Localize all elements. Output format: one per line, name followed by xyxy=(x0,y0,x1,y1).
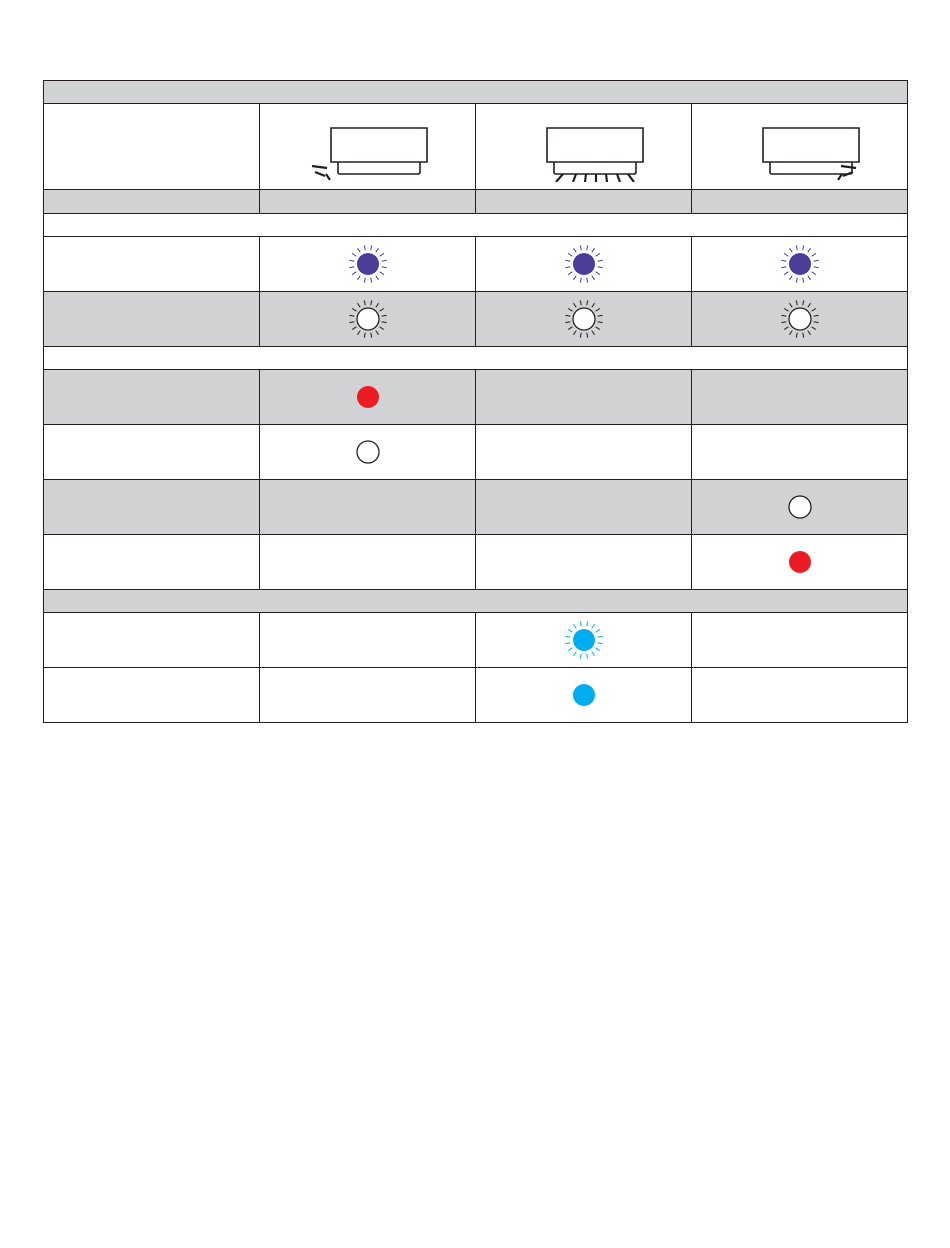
table-row xyxy=(44,292,908,347)
status-cell xyxy=(476,370,692,425)
status-cell xyxy=(476,425,692,480)
illustration-label-cell xyxy=(44,104,260,190)
row-label-cell xyxy=(44,292,260,347)
table-row xyxy=(44,81,908,104)
illustration-cell xyxy=(260,104,476,190)
table-row xyxy=(44,535,908,590)
blinking-white-led-icon xyxy=(780,299,820,339)
table-row xyxy=(44,480,908,535)
status-cell xyxy=(476,237,692,292)
illustration-cell xyxy=(476,104,692,190)
status-cell xyxy=(692,370,908,425)
status-cell xyxy=(260,292,476,347)
status-cell xyxy=(476,613,692,668)
table-row xyxy=(44,237,908,292)
section-header-cell xyxy=(44,590,908,613)
status-cell xyxy=(692,613,908,668)
status-cell xyxy=(692,668,908,723)
row-label-cell xyxy=(44,668,260,723)
section-header-cell xyxy=(44,214,908,237)
status-cell xyxy=(692,480,908,535)
status-cell xyxy=(692,237,908,292)
status-cell xyxy=(260,535,476,590)
row-label-cell xyxy=(44,237,260,292)
row-label-cell xyxy=(44,190,260,214)
section-header-cell xyxy=(44,81,908,104)
row-label-cell xyxy=(44,480,260,535)
section-header-cell xyxy=(44,347,908,370)
solid-white-led-icon xyxy=(780,487,820,527)
status-cell xyxy=(260,480,476,535)
status-cell xyxy=(476,668,692,723)
status-cell xyxy=(692,535,908,590)
table-row xyxy=(44,104,908,190)
table-row xyxy=(44,214,908,237)
status-cell xyxy=(692,425,908,480)
solid-blue-led-icon xyxy=(564,675,604,715)
blinking-purple-led-icon xyxy=(564,244,604,284)
blinking-white-led-icon xyxy=(348,299,388,339)
blinking-white-led-icon xyxy=(564,299,604,339)
solid-red-led-icon xyxy=(780,542,820,582)
led-status-table xyxy=(43,80,908,723)
status-cell xyxy=(476,535,692,590)
table-row xyxy=(44,370,908,425)
status-cell xyxy=(260,668,476,723)
status-cell xyxy=(476,480,692,535)
blinking-purple-led-icon xyxy=(348,244,388,284)
row-label-cell xyxy=(44,370,260,425)
device-front-light-icon xyxy=(509,112,659,182)
status-cell xyxy=(476,190,692,214)
status-cell xyxy=(260,190,476,214)
solid-red-led-icon xyxy=(348,377,388,417)
status-cell xyxy=(692,292,908,347)
row-label-cell xyxy=(44,613,260,668)
status-cell xyxy=(260,237,476,292)
row-label-cell xyxy=(44,535,260,590)
status-cell xyxy=(260,613,476,668)
status-cell xyxy=(260,425,476,480)
illustration-cell xyxy=(692,104,908,190)
blinking-blue-led-icon xyxy=(564,620,604,660)
table-row xyxy=(44,425,908,480)
table-row xyxy=(44,190,908,214)
table-row xyxy=(44,668,908,723)
table-row xyxy=(44,347,908,370)
status-cell xyxy=(692,190,908,214)
blinking-purple-led-icon xyxy=(780,244,820,284)
status-cell xyxy=(260,370,476,425)
row-label-cell xyxy=(44,425,260,480)
status-cell xyxy=(476,292,692,347)
table-row xyxy=(44,590,908,613)
solid-white-led-icon xyxy=(348,432,388,472)
table-row xyxy=(44,613,908,668)
device-side-light-right-icon xyxy=(725,112,875,182)
device-side-light-left-icon xyxy=(293,112,443,182)
